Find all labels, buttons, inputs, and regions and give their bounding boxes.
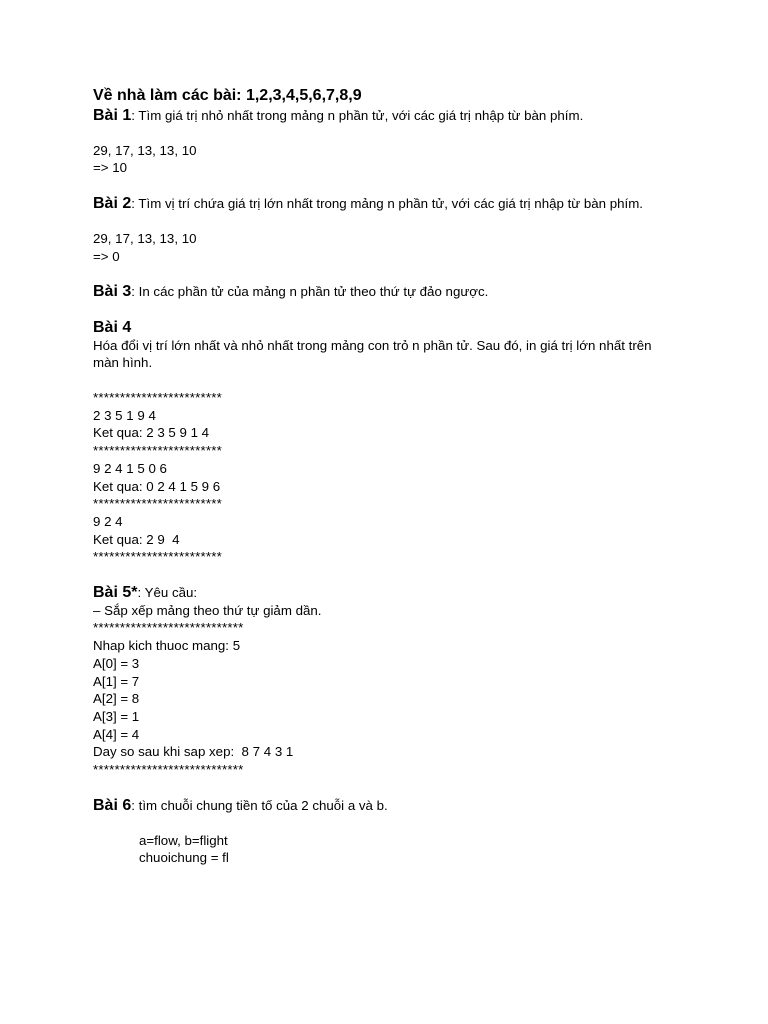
bai6-example-output: chuoichung = fl [139,850,229,866]
bai4-line: 9 2 4 [93,513,123,529]
bai2-statement [93,195,653,213]
bai4-desc: Hóa đổi vị trí lớn nhất và nhỏ nhất trong mảng con trỏ n phần tử. Sau đó, in giá trị lớn nhất trên màn hình. [93,337,652,371]
page-heading: Về nhà làm các bài: 1,2,3,4,5,6,7,8,9 [93,87,362,104]
bai4-line: Ket qua: 2 3 5 9 1 4 [93,425,210,441]
bai4-line: Ket qua: 0 2 4 1 5 9 6 [93,478,221,494]
bai4-line: 2 3 5 1 9 4 [93,407,156,423]
bai5-title: Bài 5* [93,584,138,602]
bai1-title: Bài 1 [93,107,132,124]
bai6-title: Bài 6 [93,796,132,814]
bai2-example-input: 29, 17, 13, 13, 10 [93,230,197,246]
bai4-line: ************************ [93,496,222,512]
bai1-statement [93,107,693,125]
bai5-line: A[4] = 4 [93,726,140,742]
bai3-statement [93,283,693,301]
bai6-statement [93,797,693,815]
bai5-statement [93,584,693,602]
bai4-title: Bài 4 [93,318,132,336]
bai2-example-output: => 0 [93,248,120,264]
bai5-line: Nhap kich thuoc mang: 5 [93,638,241,654]
bai5-line: A[0] = 3 [93,655,140,671]
bai5-line: **************************** [93,620,244,636]
bai4-heading [93,319,693,337]
bai5-line: A[1] = 7 [93,673,140,689]
bai1-example-output: => 10 [93,160,128,176]
bai4-line: 9 2 4 1 5 0 6 [93,460,167,476]
bai5-line: A[2] = 8 [93,691,140,707]
bai3-title: Bài 3 [93,283,132,301]
bai6-desc: : tìm chuỗi chung tiền tố của 2 chuỗi a và b. [131,797,388,813]
bai1-desc: : Tìm giá trị nhỏ nhất trong mảng n phần tử, với các giá trị nhập từ bàn phím. [131,108,584,123]
bai1-example-input: 29, 17, 13, 13, 10 [93,142,197,158]
document-page [93,86,693,867]
bai5-desc: : Yêu cầu: [137,585,198,601]
bai5-line: Day so sau khi sap xep: 8 7 4 3 1 [93,744,294,760]
bai6-example-input: a=flow, b=flight [139,832,228,848]
bai5-line: A[3] = 1 [93,708,140,724]
bai4-line: Ket qua: 2 9 4 [93,531,180,547]
bai4-line: ************************ [93,549,222,565]
bai4-line: ************************ [93,443,222,459]
bai5-line: – Sắp xếp mảng theo thứ tự giảm dần. [93,602,322,618]
bai2-desc: : Tìm vị trí chứa giá trị lớn nhất trong mảng n phần tử, với các giá trị nhập từ bàn phím. [131,196,643,212]
bai2-title: Bài 2 [93,195,132,213]
bai3-desc: : In các phần tử của mảng n phần tử theo thứ tự đảo ngược. [131,284,489,300]
bai4-line: ************************ [93,390,222,406]
bai5-line: **************************** [93,762,244,778]
